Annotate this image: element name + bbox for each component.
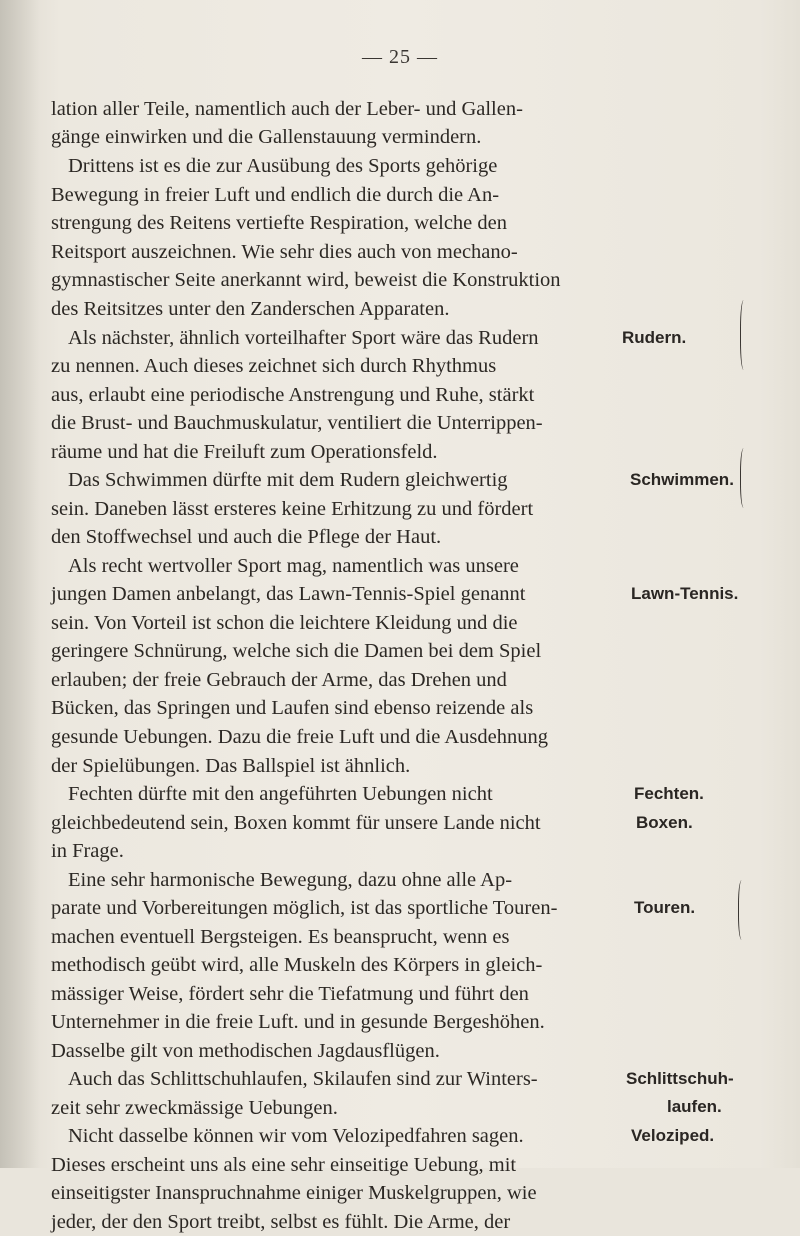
text-line: machen eventuell Bergsteigen. Es beansprucht, wenn es bbox=[51, 926, 510, 948]
text-line: sein. Von Vorteil ist schon die leichtere Kleidung und die bbox=[51, 612, 518, 634]
margin-note-fechten: Fechten. bbox=[634, 784, 704, 803]
text-line: gesunde Uebungen. Dazu die freie Luft und die Ausdehnung bbox=[51, 726, 548, 748]
text-line: jungen Damen anbelangt, das Lawn-Tennis-Spiel genannt bbox=[51, 583, 526, 605]
text-line: aus, erlaubt eine periodische Anstrengung und Ruhe, stärkt bbox=[51, 384, 535, 406]
text-line: gänge einwirken und die Gallenstauung vermindern. bbox=[51, 126, 482, 148]
text-line: erlauben; der freie Gebrauch der Arme, das Drehen und bbox=[51, 669, 507, 691]
text-line: Dasselbe gilt von methodischen Jagdausflügen. bbox=[51, 1040, 440, 1062]
margin-note-touren: Touren. bbox=[634, 898, 696, 917]
margin-note-laufen: laufen. bbox=[667, 1097, 722, 1116]
text-line: des Reitsitzes unter den Zanderschen Apparaten. bbox=[51, 298, 450, 320]
text-line: gymnastischer Seite anerkannt wird, beweist die Konstruktion bbox=[51, 269, 561, 291]
margin-bracket bbox=[740, 300, 749, 370]
page-number: — 25 — bbox=[362, 46, 438, 68]
page-edge-shadow bbox=[0, 0, 40, 1168]
text-line: zeit sehr zweckmässige Uebungen. bbox=[51, 1097, 338, 1119]
text-line: Drittens ist es die zur Ausübung des Sports gehörige bbox=[68, 155, 498, 177]
text-line: einseitigster Inanspruchnahme einiger Muskelgruppen, wie bbox=[51, 1182, 537, 1204]
text-line: Unternehmer in die freie Luft. und in gesunde Bergeshöhen. bbox=[51, 1011, 545, 1033]
text-line: in Frage. bbox=[51, 840, 124, 862]
text-line: mässiger Weise, fördert sehr die Tiefatmung und führt den bbox=[51, 983, 529, 1005]
text-line: gleichbedeutend sein, Boxen kommt für unsere Lande nicht bbox=[51, 812, 541, 834]
text-line: sein. Daneben lässt ersteres keine Erhitzung zu und fördert bbox=[51, 498, 534, 520]
text-line: zu nennen. Auch dieses zeichnet sich durch Rhythmus bbox=[51, 355, 497, 377]
text-line: Reitsport auszeichnen. Wie sehr dies auch von mechano- bbox=[51, 241, 518, 263]
text-line: geringere Schnürung, welche sich die Damen bei dem Spiel bbox=[51, 640, 542, 662]
margin-bracket bbox=[740, 448, 749, 508]
text-line: Eine sehr harmonische Bewegung, dazu ohne alle Ap- bbox=[68, 869, 513, 891]
text-line: Dieses erscheint uns als eine sehr einseitige Uebung, mit bbox=[51, 1154, 517, 1176]
text-line: methodisch geübt wird, alle Muskeln des Körpers in gleich- bbox=[51, 954, 543, 976]
margin-note-boxen: Boxen. bbox=[636, 813, 693, 832]
text-line: den Stoffwechsel und auch die Pflege der Haut. bbox=[51, 526, 442, 548]
margin-note-rudern: Rudern. bbox=[622, 328, 687, 347]
margin-note-veloziped: Veloziped. bbox=[631, 1126, 715, 1145]
text-line: Als recht wertvoller Sport mag, namentlich was unsere bbox=[68, 555, 519, 577]
margin-note-lawn-tennis: Lawn-Tennis. bbox=[631, 584, 739, 603]
text-line: Nicht dasselbe können wir vom Velozipedfahren sagen. bbox=[68, 1125, 524, 1147]
text-line: die Brust- und Bauchmuskulatur, ventiliert die Unterrippen- bbox=[51, 412, 543, 434]
text-line: der Spielübungen. Das Ballspiel ist ähnlich. bbox=[51, 755, 411, 777]
margin-note-schwimmen: Schwimmen. bbox=[630, 470, 734, 489]
text-line: parate und Vorbereitungen möglich, ist das sportliche Touren- bbox=[51, 897, 558, 919]
text-line: räume und hat die Freiluft zum Operationsfeld. bbox=[51, 441, 438, 463]
margin-bracket bbox=[738, 880, 747, 940]
text-line: Das Schwimmen dürfte mit dem Rudern gleichwertig bbox=[68, 469, 508, 491]
text-line: strengung des Reitens vertiefte Respiration, welche den bbox=[51, 212, 507, 234]
text-line: Fechten dürfte mit den angeführten Uebungen nicht bbox=[68, 783, 493, 805]
text-line: Auch das Schlittschuhlaufen, Skilaufen sind zur Winters- bbox=[68, 1068, 538, 1090]
text-line: Als nächster, ähnlich vorteilhafter Sport wäre das Rudern bbox=[68, 327, 539, 349]
text-line: Bewegung in freier Luft und endlich die durch die An- bbox=[51, 184, 500, 206]
text-line: jeder, der den Sport treibt, selbst es fühlt. Die Arme, der bbox=[51, 1211, 511, 1233]
text-line: lation aller Teile, namentlich auch der Leber- und Gallen- bbox=[51, 98, 523, 120]
text-line: Bücken, das Springen und Laufen sind ebenso reizende als bbox=[51, 697, 534, 719]
margin-note-schlittschuh: Schlittschuh- bbox=[626, 1069, 734, 1088]
